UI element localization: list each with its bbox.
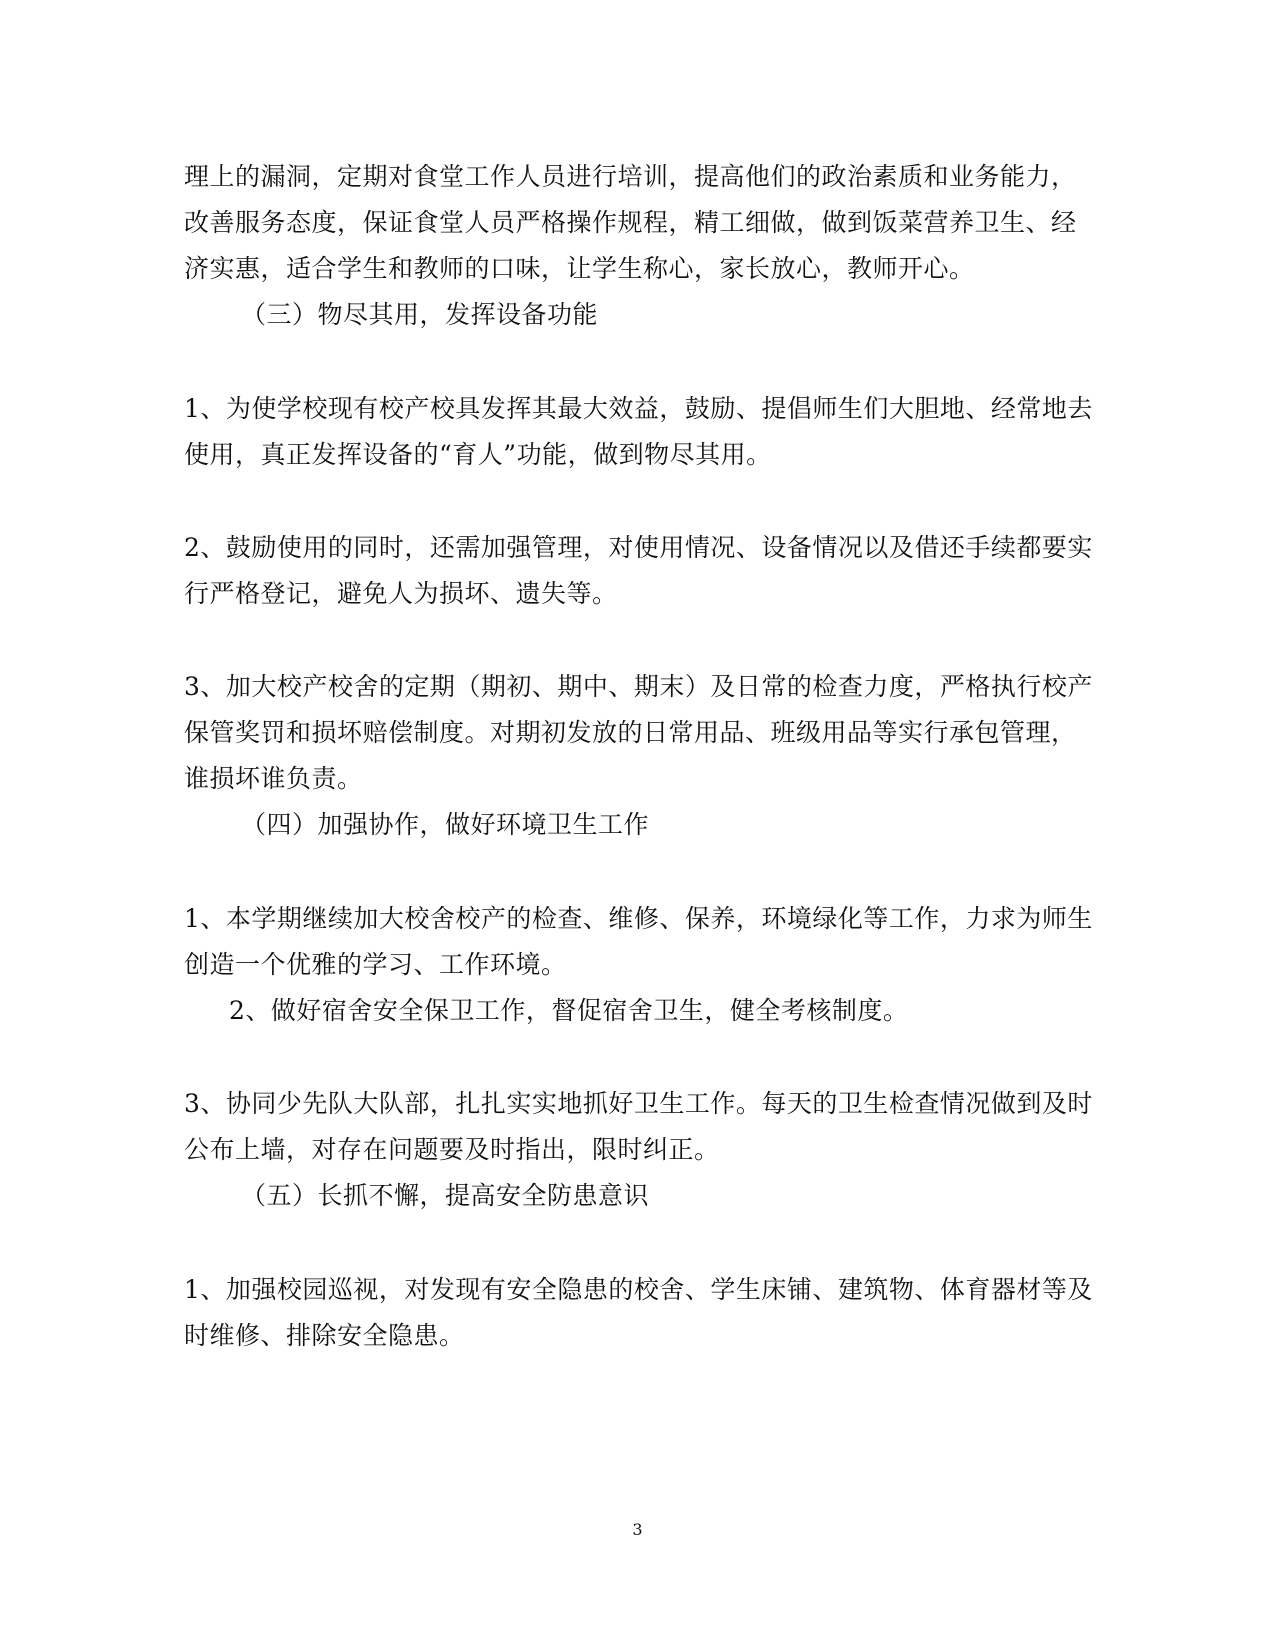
text-line: 1、本学期继续加大校舍校产的检查、维修、保养，环境绿化等工作，力求为师生	[184, 904, 1093, 933]
text-line: 济实惠，适合学生和教师的口味，让学生称心，家长放心，教师开心。	[184, 254, 975, 283]
text-line: 保管奖罚和损坏赔偿制度。对期初发放的日常用品、班级用品等实行承包管理，	[184, 718, 1077, 747]
section-heading: （五）长抓不懈，提高安全防患意识	[241, 1181, 650, 1210]
text-line: 创造一个优雅的学习、工作环境。	[184, 950, 567, 979]
page-number: 3	[632, 1520, 643, 1539]
text-line: 理上的漏洞，定期对食堂工作人员进行培训，提高他们的政治素质和业务能力，	[184, 162, 1077, 191]
text-line: 时维修、排除安全隐患。	[184, 1321, 465, 1350]
text-line: 使用，真正发挥设备的“育人”功能，做到物尽其用。	[184, 440, 772, 469]
text-line: 1、为使学校现有校产校具发挥其最大效益，鼓励、提倡师生们大胆地、经常地去	[184, 394, 1093, 423]
text-line: 谁损坏谁负责。	[184, 764, 363, 793]
section-heading: （四）加强协作，做好环境卫生工作	[241, 810, 650, 839]
text-line: 2、做好宿舍安全保卫工作，督促宿舍卫生，健全考核制度。	[229, 996, 909, 1025]
section-heading: （三）物尽其用，发挥设备功能	[241, 300, 599, 329]
text-line: 改善服务态度，保证食堂人员严格操作规程，精工细做，做到饭菜营养卫生、经	[184, 208, 1077, 237]
text-line: 行严格登记，避免人为损坏、遗失等。	[184, 579, 618, 608]
text-line: 3、协同少先队大队部，扎扎实实地抓好卫生工作。每天的卫生检查情况做到及时	[184, 1089, 1093, 1118]
text-line: 1、加强校园巡视，对发现有安全隐患的校舍、学生床铺、建筑物、体育器材等及	[184, 1275, 1093, 1304]
text-line: 3、加大校产校舍的定期（期初、期中、期末）及日常的检查力度，严格执行校产	[184, 672, 1093, 701]
text-line: 公布上墙，对存在问题要及时指出，限时纠正。	[184, 1135, 720, 1164]
text-line: 2、鼓励使用的同时，还需加强管理，对使用情况、设备情况以及借还手续都要实	[184, 533, 1093, 562]
